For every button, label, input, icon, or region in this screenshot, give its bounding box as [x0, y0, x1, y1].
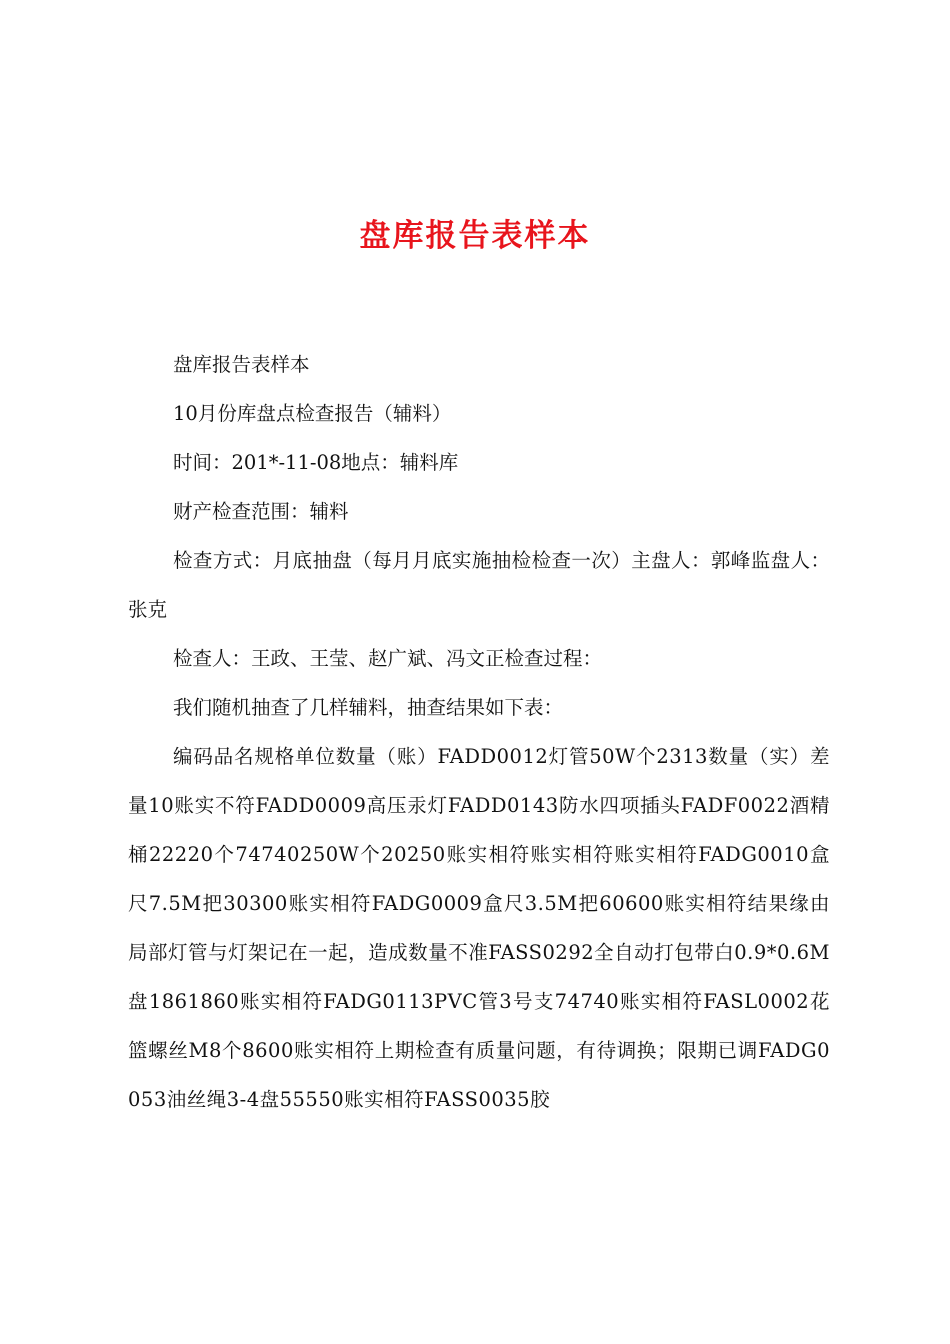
paragraph-subtitle: 盘库报告表样本	[173, 353, 310, 376]
document-title: 盘库报告表样本	[359, 218, 591, 254]
paragraph-results: 编码品名规格单位数量（账）FADD0012灯管50W个2313数量（实）差量10账实不符FADD0009高压汞灯FADD0143防水四项插头FADF0022酒精桶22220个74740250W个20250账实相符账实相符账实相符FADG0010盒尺7.5M把30300账实相符FADG0009盒尺3.5M把60600账实相符结果缘由局部灯管与灯架记在一起，造成数量不准FASS0292全自动打包带白0.9*0.6M盘1861860账实相符FADG0113PVC管3号支74740账实相符FASL0002花篮螺丝M8个8600账实相符上期检查有质量问题，有待调换；限期已调FADG0053油丝绳3-4盘55550账实相符FASS0035胶	[128, 745, 830, 1111]
paragraph-time-location: 时间：201*-11-08地点：辅料库	[173, 451, 459, 474]
paragraph-intro: 我们随机抽查了几样辅料，抽查结果如下表：	[173, 696, 564, 719]
document-body	[128, 340, 830, 1124]
paragraph-scope: 财产检查范围：辅料	[173, 500, 349, 523]
paragraph-report-name: 10月份库盘点检查报告（辅料）	[173, 402, 452, 425]
paragraph-inspectors: 检查人：王政、王莹、赵广斌、冯文正检查过程：	[173, 647, 603, 670]
paragraph-method: 检查方式：月底抽盘（每月月底实施抽检检查一次）主盘人：郭峰监盘人：张克	[128, 549, 830, 621]
